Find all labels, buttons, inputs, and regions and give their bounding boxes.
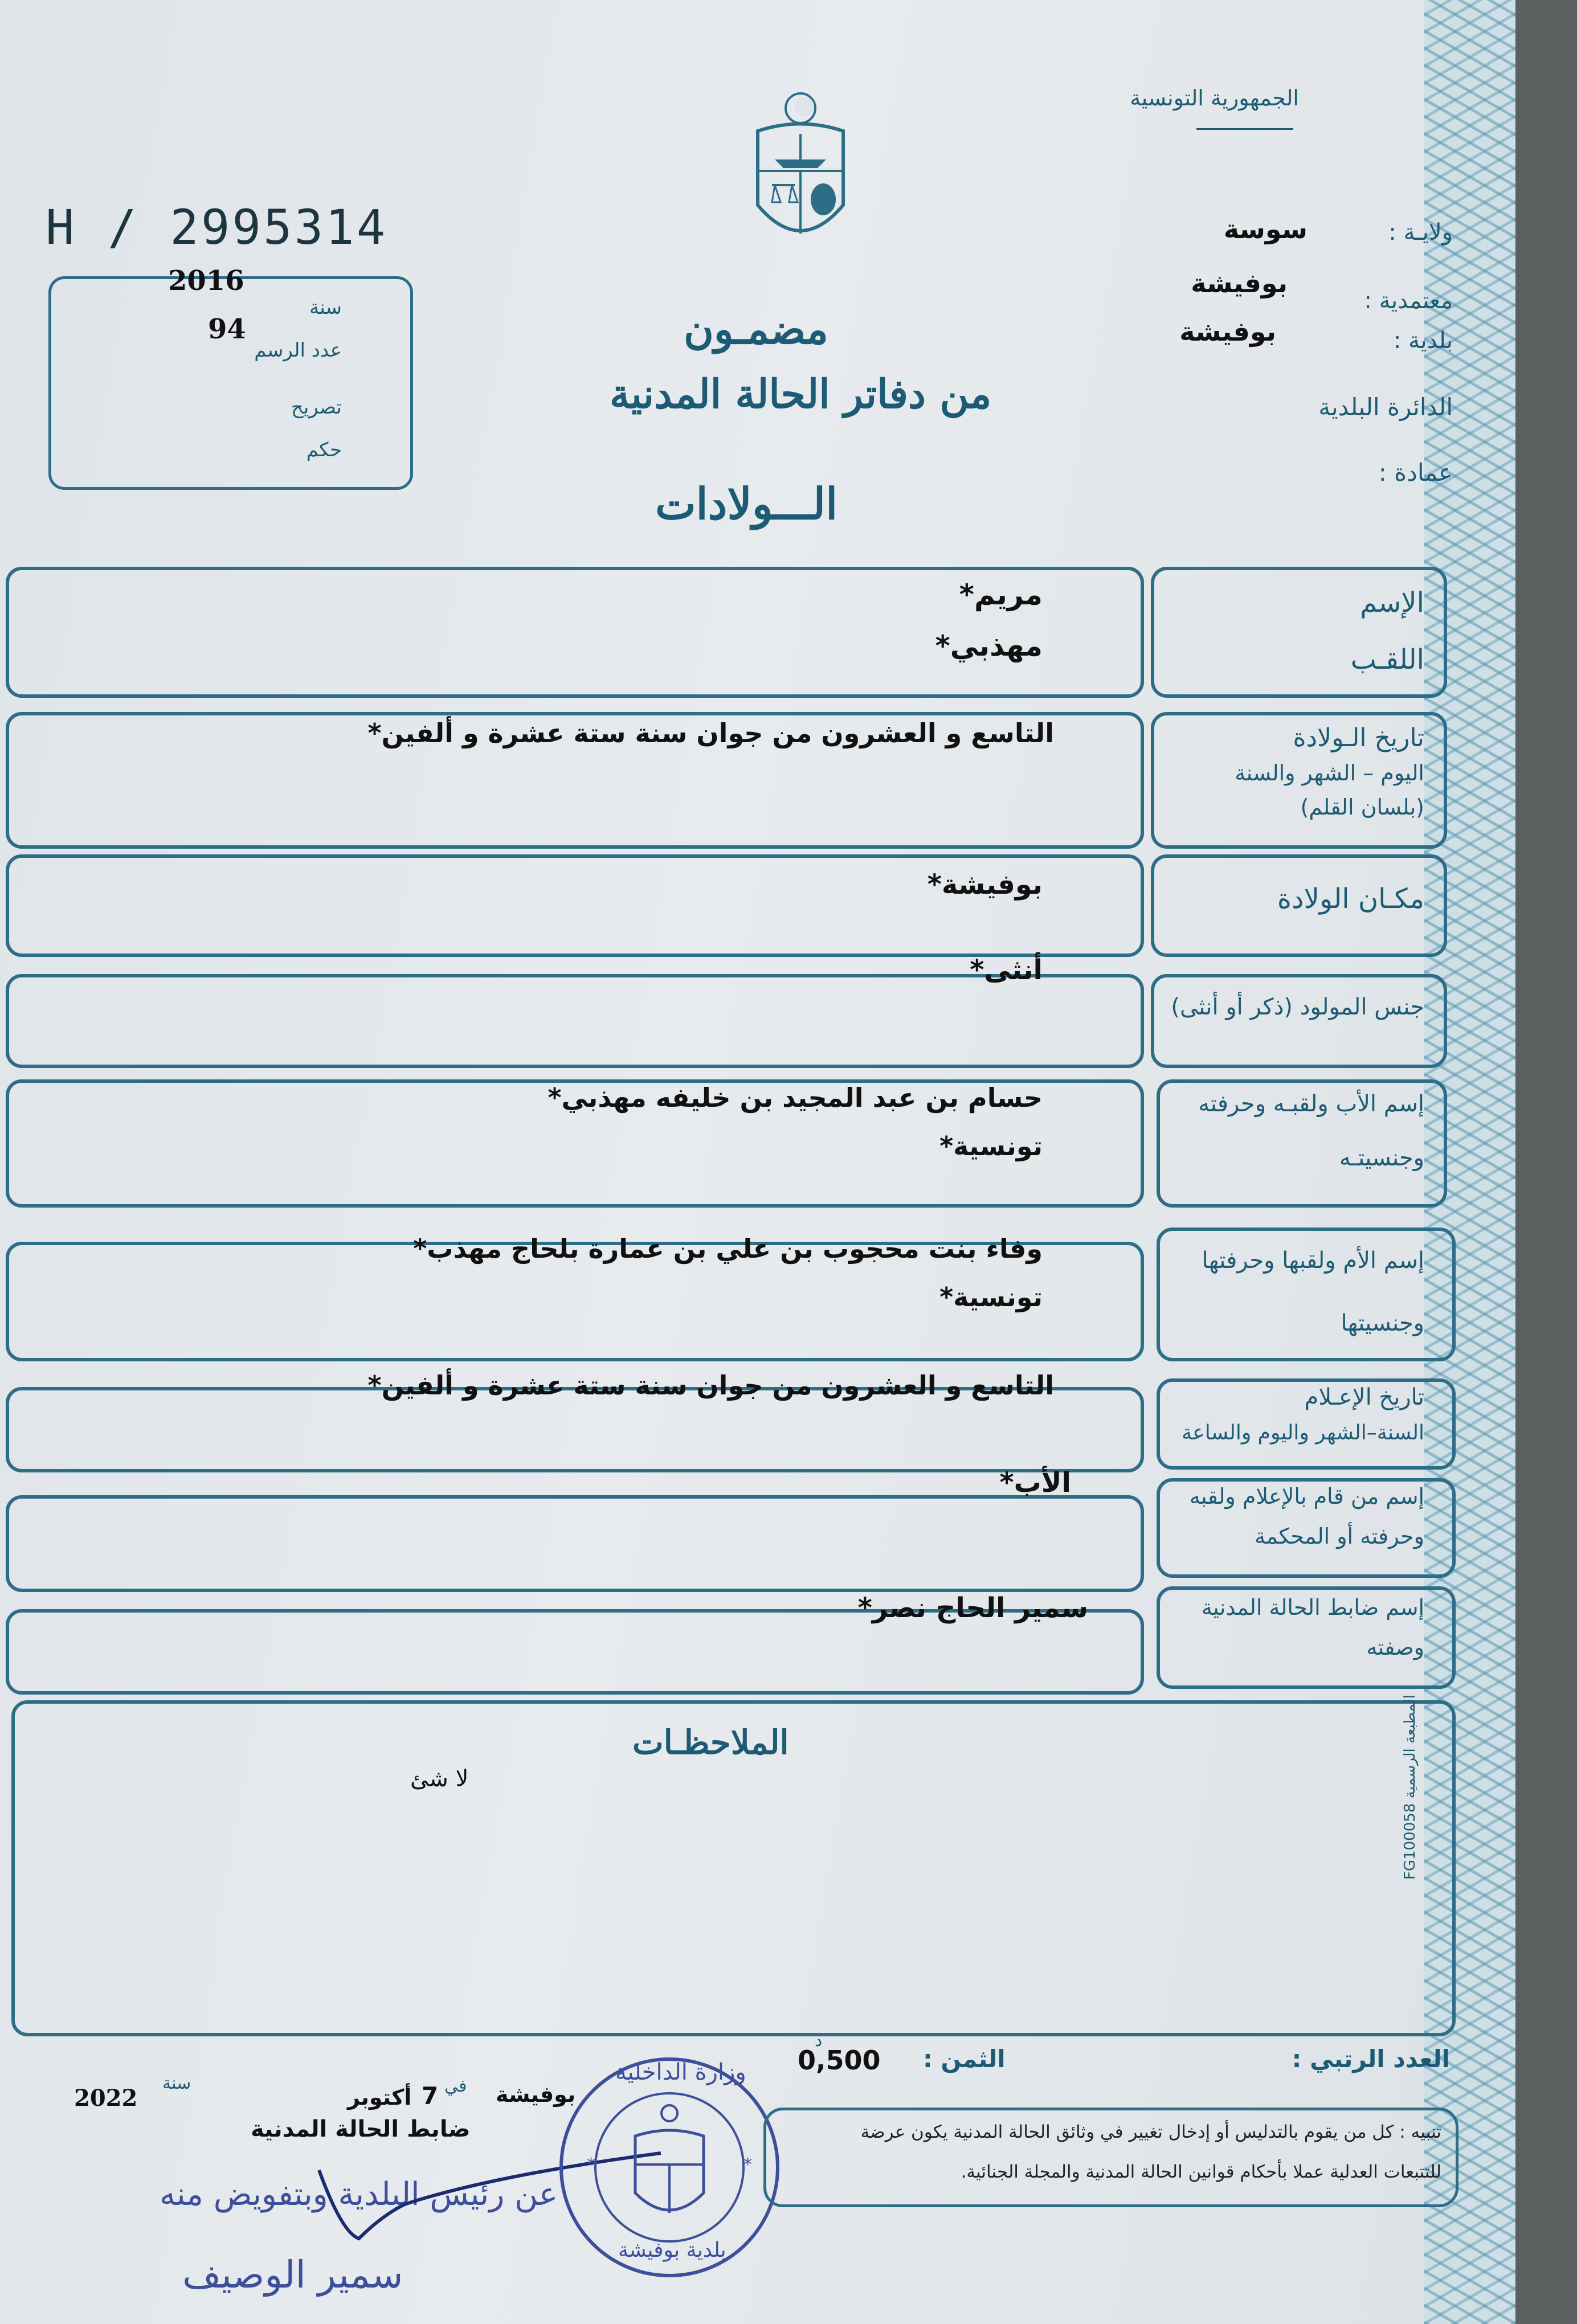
footer-place: بوفيشة [496,2082,576,2107]
serial-number-label: العدد الرتبي : [1292,2045,1450,2073]
sex-value-box [6,974,1144,1068]
state-label: ولايـة : [1388,219,1453,246]
imada-label: عمادة : [1378,459,1453,486]
district-label: الدائرة البلدية [1318,393,1453,421]
sex-label-box [1151,974,1447,1068]
name-value: مريم* [959,578,1043,611]
republic-heading: الجمهورية التونسية [1130,85,1299,111]
birth-date-label2: اليوم – الشهر والسنة [1235,760,1424,785]
father-value1: حسام بن عبد المجيد بن خليفه مهذبي* [548,1082,1043,1113]
stamp-bottom-text: بلدية بوفيشة [618,2239,726,2262]
birth-place-value: بوفيشة* [927,869,1043,901]
mother-label1: إسم الأم ولقبها وحرفتها [1202,1247,1424,1274]
municipality-value: بوفيشة [1179,316,1276,347]
birth-date-value: التاسع و العشرون من جوان سنة ستة عشرة و ألفين* [367,718,1054,748]
remarks-title: الملاحظـات [632,1723,789,1762]
birth-date-label1: تاريخ الـولادة [1293,723,1424,752]
footer-year-label: سنة [162,2073,191,2093]
title-line3: الـــولادات [655,478,838,529]
sex-value: أنثى* [970,954,1043,986]
judgment-label: حكم [306,439,342,461]
republic-underline [1196,128,1293,130]
price-unit: د [815,2031,823,2051]
declarant-value: الأب* [999,1467,1071,1499]
footer-day: 7 [422,2082,439,2110]
delegation-value: بوفيشة [1191,268,1288,298]
serial-number: H / 2995314 [46,199,388,255]
title-line2: من دفاتر الحالة المدنية [610,370,992,418]
svg-text:*: * [743,2155,752,2175]
mother-value1: وفاء بنت محجوب بن علي بن عمارة بلحاج مهذب* [413,1233,1043,1264]
declarant-label2: وحرفته أو المحكمة [1255,1524,1424,1549]
name-label: الإسم [1360,587,1424,619]
delegation-label: معتمدية : [1364,288,1453,314]
state-value: سوسة [1223,214,1308,244]
officer-value: سمير الحاج نصر* [857,1592,1088,1624]
father-label1: إسم الأب ولقبـه وحرفته [1198,1091,1424,1117]
mother-label2: وجنسيتها [1341,1310,1424,1336]
delegation-text: عن رئيس البلدية وبتفويض منه [160,2176,558,2213]
decl-date-label1: تاريخ الإعـلام [1304,1384,1424,1410]
birth-place-label: مكـان الولادة [1277,883,1424,915]
remarks-value: لا شئ [410,1766,469,1792]
footer-in-label: في [444,2076,467,2096]
officer-title: ضابط الحالة المدنية [251,2116,471,2142]
father-label2: وجنسيتـه [1339,1145,1424,1171]
year-label: سنة [309,296,342,319]
surname-label: اللقـب [1350,644,1424,676]
reg-number-label: عدد الرسم [254,339,342,362]
declarant-label1: إسم من قام بالإعلام ولقبه [1189,1484,1424,1509]
mother-value2: تونسية* [939,1282,1043,1312]
price-value: 0,500 [798,2045,881,2076]
footer-month: أكتوبر [348,2085,412,2110]
year-value: 2016 [168,265,244,297]
registration-box [48,276,413,490]
footer-year: 2022 [74,2085,138,2112]
coat-of-arms-icon [741,91,860,262]
price-label: الثمن : [923,2045,1006,2073]
decl-date-label2: السنة–الشهر واليوم والساعة [1181,1421,1424,1445]
warning-line1: تنبيه : كل من يقوم بالتدليس أو إدخال تغيير في وثائق الحالة المدنية يكون عرضة [860,2122,1441,2142]
officer-label1: إسم ضابط الحالة المدنية [1201,1595,1424,1620]
municipality-label: بلدية : [1393,328,1453,354]
title-line1: مضمـون [684,305,828,353]
stamp-top-text: وزارة الداخلية [615,2059,746,2085]
warning-line2: للتتبعات العدلية عملا بأحكام قوانين الحالة المدنية والمجلة الجنائية. [961,2162,1441,2182]
reg-number-value: 94 [208,313,246,345]
decl-date-value: التاسع و العشرون من جوان سنة ستة عشرة و ألفين* [367,1370,1054,1401]
declaration-label: تصريح [291,396,342,419]
svg-text:*: * [587,2155,595,2175]
printer-mark: المطبعة الرسمية FG100058 [1402,1695,1419,1880]
officer-label2: وصفته [1366,1635,1424,1660]
father-value2: تونسية* [939,1131,1043,1161]
sex-label: جنس المولود (ذكر أو أنثى) [1171,994,1424,1020]
signer-name: سمير الوصيف [182,2253,403,2297]
declarant-value-box [6,1495,1144,1592]
surname-value: مهذبي* [935,629,1043,662]
birth-date-label3: (بلسان القلم) [1300,795,1424,820]
